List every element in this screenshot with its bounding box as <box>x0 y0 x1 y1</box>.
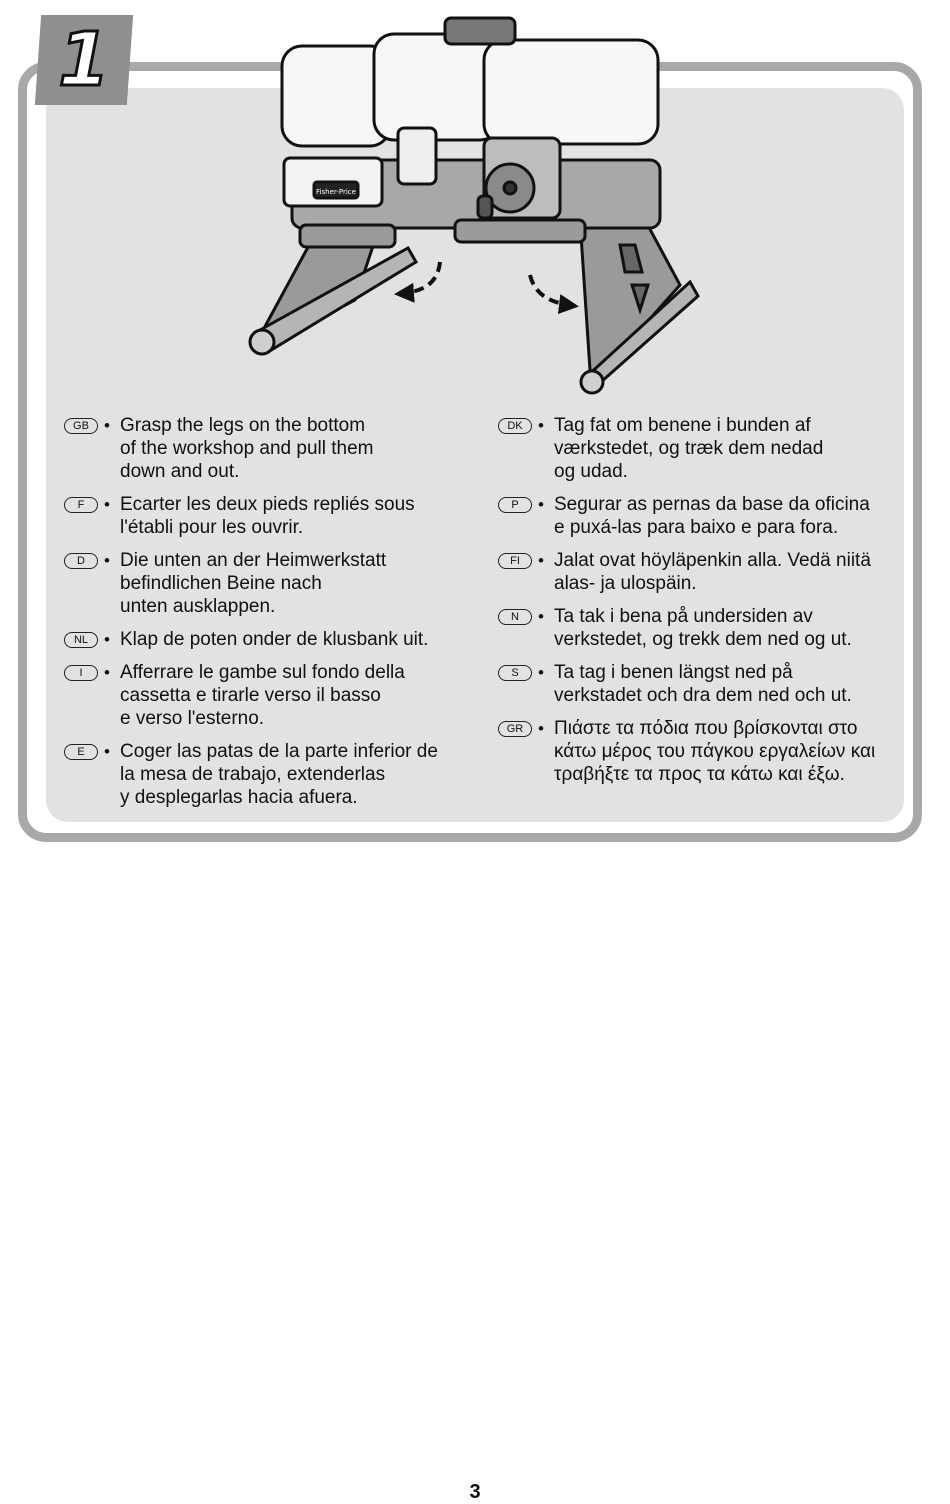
language-code-badge: GB <box>64 418 98 434</box>
instruction-gr <box>498 717 898 786</box>
instruction-dk <box>498 414 898 483</box>
instruction-text: Ecarter les deux pieds repliés sous l'établi pour les ouvrir. <box>120 494 415 538</box>
instruction-text: Afferrare le gambe sul fondo della cassetta e tirarle verso il basso e verso l'esterno. <box>120 662 405 729</box>
bullet: • <box>538 719 544 738</box>
bullet: • <box>538 663 544 682</box>
instruction-text: Πιάστε τα πόδια που βρίσκονται στο κάτω μέρος του πάγκου εργαλείων και τραβήξτε τα προς τα κάτω και έξω. <box>554 718 876 785</box>
bullet: • <box>538 495 544 514</box>
front-drawer <box>284 158 382 206</box>
bullet: • <box>538 607 544 626</box>
language-code-badge: D <box>64 553 98 569</box>
instruction-gb <box>64 414 464 483</box>
language-code-badge: P <box>498 497 532 513</box>
language-code-badge: E <box>64 744 98 760</box>
step-number: 1 <box>58 17 110 103</box>
bullet: • <box>104 551 110 570</box>
bullet: • <box>104 663 110 682</box>
bullet: • <box>104 630 110 649</box>
instruction-n <box>498 605 898 651</box>
bullet: • <box>538 551 544 570</box>
instruction-i <box>64 661 464 730</box>
language-code-badge: I <box>64 665 98 681</box>
instruction-text: Klap de poten onder de klusbank uit. <box>120 629 429 650</box>
right-leg <box>580 220 698 393</box>
language-code-badge: FI <box>498 553 532 569</box>
instruction-f <box>64 493 464 539</box>
instruction-text: Tag fat om benene i bunden af værkstedet, og træk dem nedad og udad. <box>554 415 824 482</box>
crank-wheel <box>478 138 560 218</box>
instruction-text: Coger las patas de la parte inferior de la mesa de trabajo, extenderlas y desplegarlas hacia afuera. <box>120 741 438 808</box>
bullet: • <box>104 416 110 435</box>
language-code-badge: S <box>498 665 532 681</box>
instruction-s <box>498 661 898 707</box>
language-code-badge: GR <box>498 721 532 737</box>
bullet: • <box>538 416 544 435</box>
instruction-nl <box>64 628 464 651</box>
language-code-badge: N <box>498 609 532 625</box>
bullet: • <box>104 742 110 761</box>
instruction-text: Segurar as pernas da base da oficina e puxá-las para baixo e para fora. <box>554 494 870 538</box>
storage-boxes <box>282 18 658 146</box>
instructions-left-column <box>64 414 464 819</box>
instruction-text: Ta tak i bena på undersiden av verkstedet, og trekk dem ned og ut. <box>554 606 852 650</box>
language-code-badge: F <box>64 497 98 513</box>
language-code-badge: DK <box>498 418 532 434</box>
arrow-right-icon <box>530 275 575 306</box>
instruction-fi <box>498 549 898 595</box>
instruction-text: Grasp the legs on the bottom of the workshop and pull them down and out. <box>120 415 374 482</box>
brand-label: Fisher-Price <box>316 188 356 196</box>
page-number: 3 <box>469 1481 481 1503</box>
instruction-text: Jalat ovat höyläpenkin alla. Vedä niitä alas- ja ulospäin. <box>554 550 871 594</box>
instruction-text: Ta tag i benen längst ned på verkstadet och dra dem ned och ut. <box>554 662 852 706</box>
language-code-badge: NL <box>64 632 98 648</box>
instruction-text: Die unten an der Heimwerkstatt befindlichen Beine nach unten ausklappen. <box>120 550 387 617</box>
instruction-d <box>64 549 464 618</box>
workbench-illustration <box>240 10 710 405</box>
latch <box>398 128 436 184</box>
instructions-right-column <box>498 414 898 796</box>
bullet: • <box>104 495 110 514</box>
instruction-e <box>64 740 464 809</box>
instruction-p <box>498 493 898 539</box>
